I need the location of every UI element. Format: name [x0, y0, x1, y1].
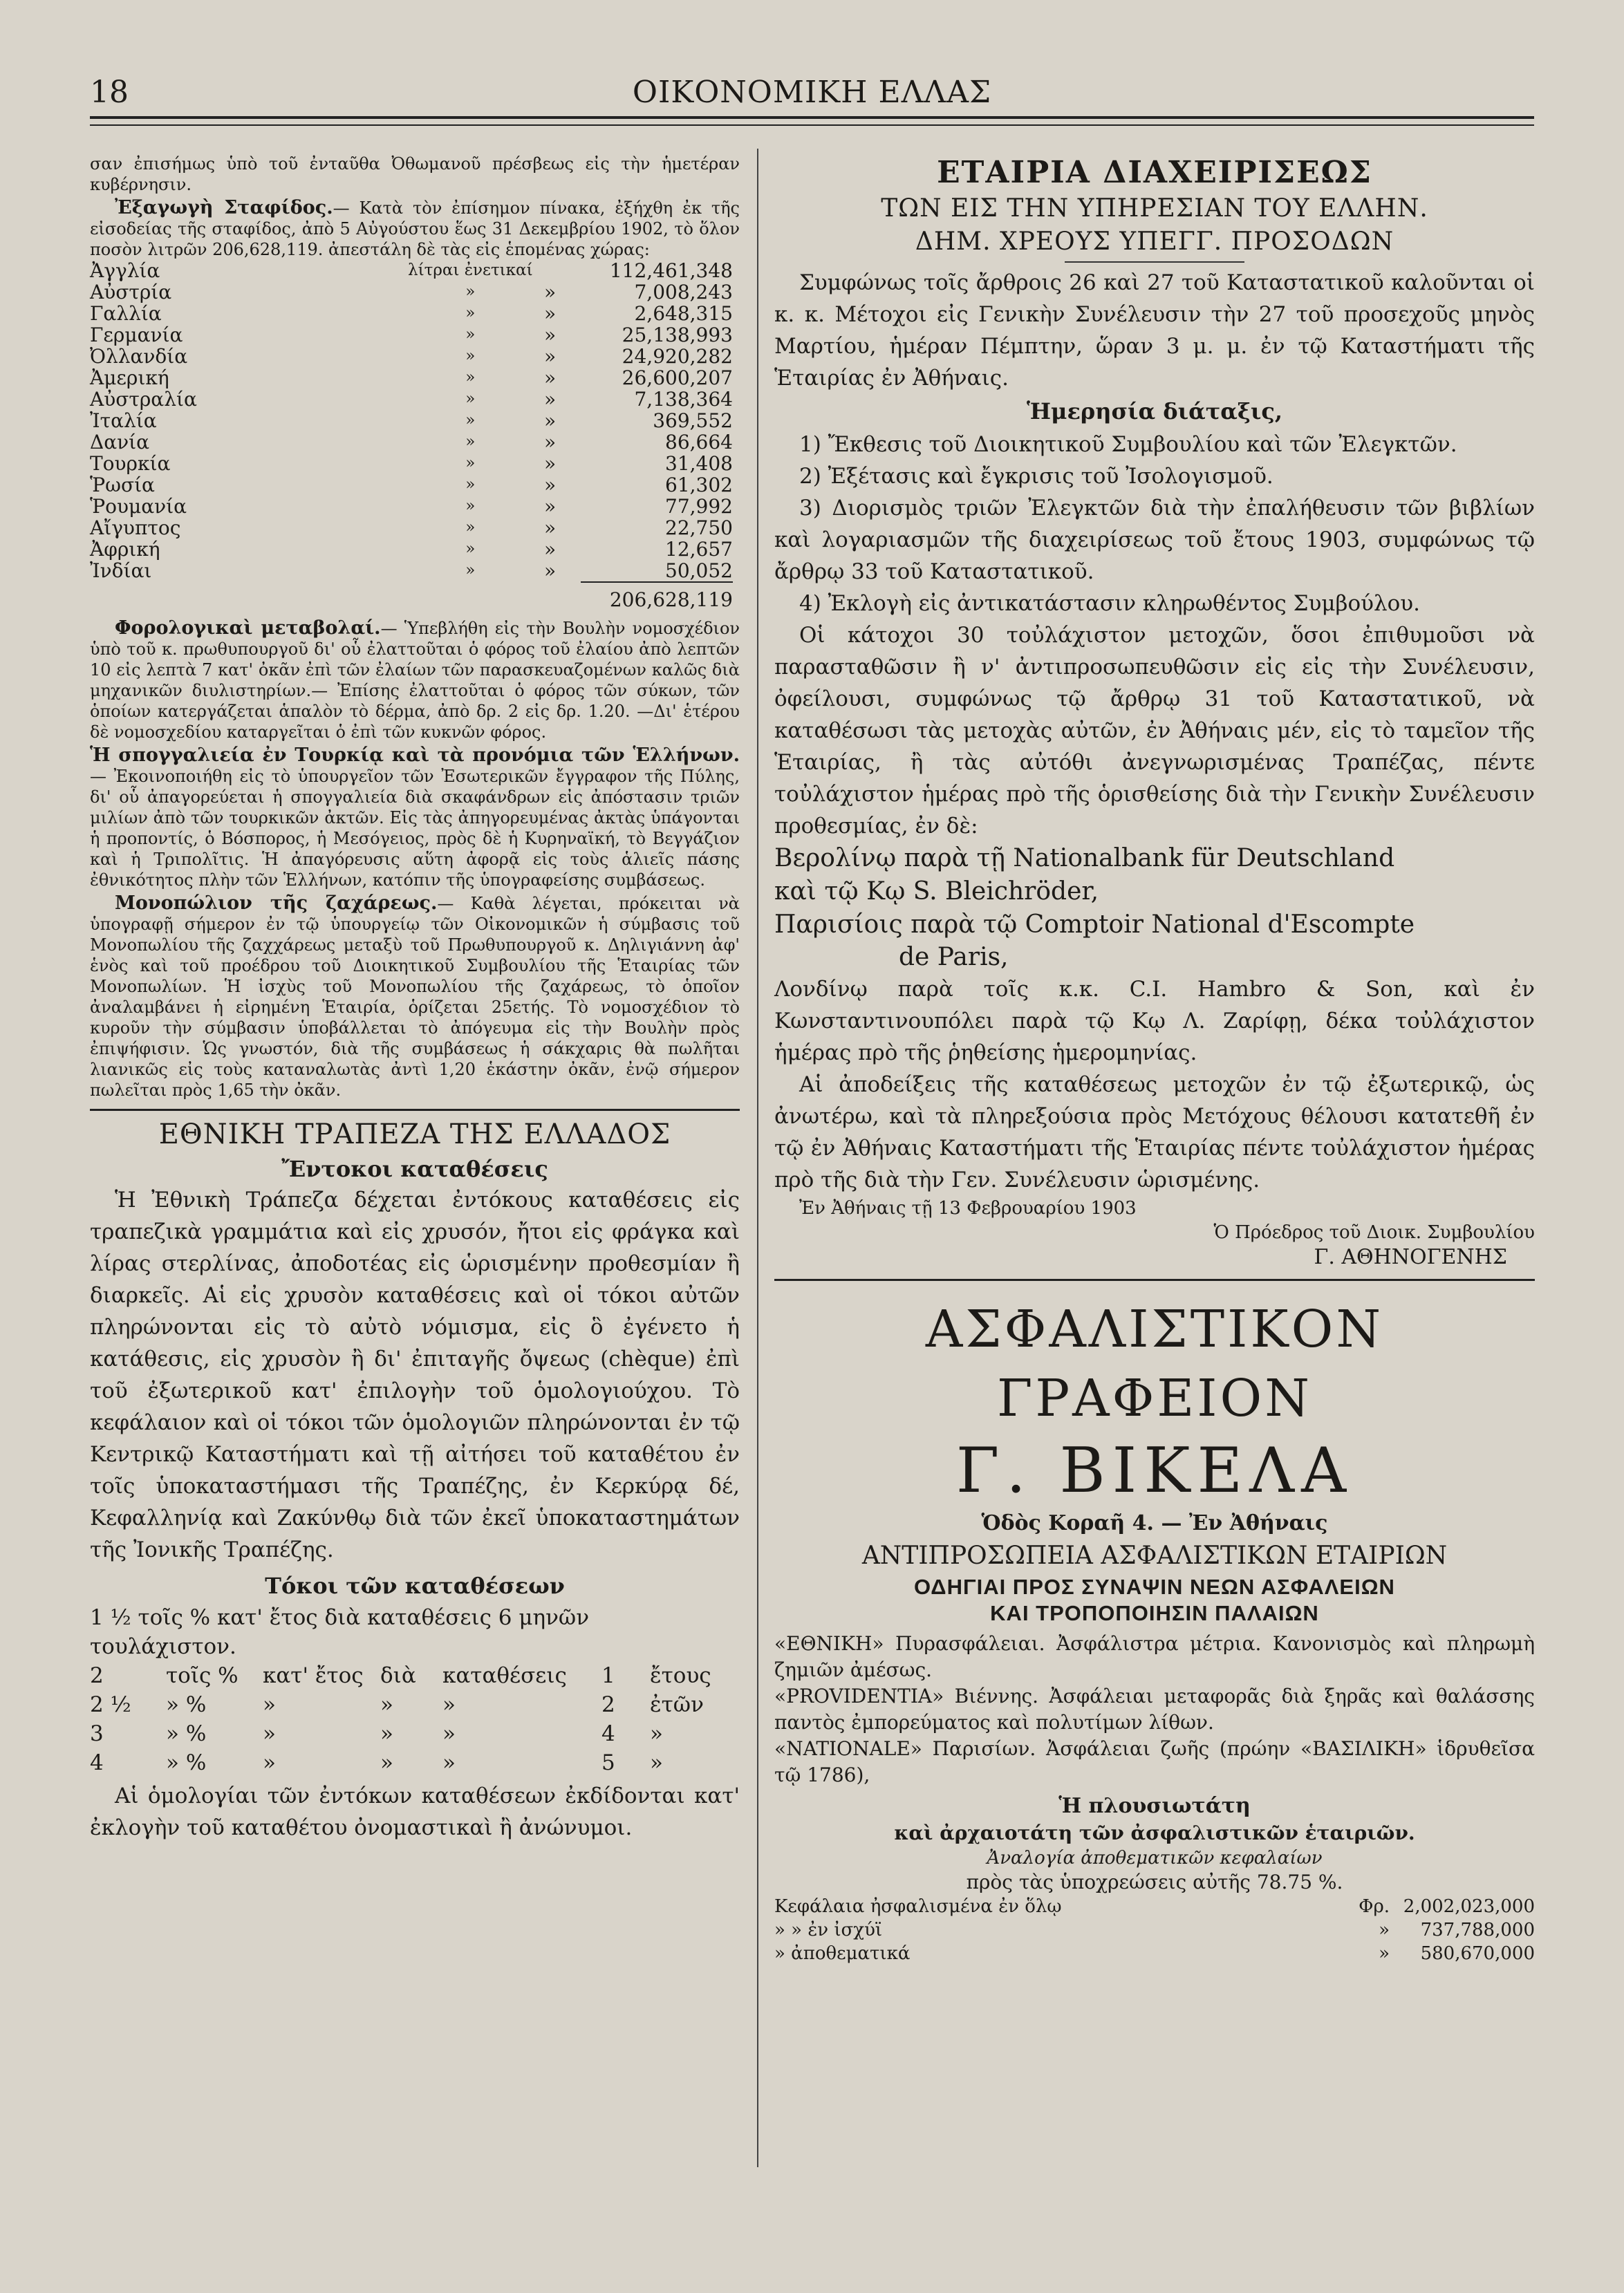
- export-ditto: »: [465, 411, 476, 429]
- section-divider: [90, 1109, 740, 1111]
- export-country: Αὐστραλία: [90, 388, 197, 411]
- capital-currency: »: [1379, 1920, 1390, 1940]
- export-value: 24,920,282: [622, 345, 733, 368]
- export-ditto: »: [544, 409, 557, 432]
- export-value: 25,138,993: [622, 324, 733, 346]
- bank-entry: de Paris,: [899, 943, 1009, 971]
- interest-cell: »: [442, 1692, 456, 1717]
- export-country: Αἴγυπτος: [90, 516, 181, 539]
- export-country: Ἀγγλία: [90, 259, 160, 282]
- agenda-item: 1) Ἔκθεσις τοῦ Διοικητικοῦ Συμβουλίου καὶ τῶν Ἐλεγκτῶν.: [799, 432, 1457, 457]
- export-country: Δανία: [90, 431, 150, 453]
- bank-list: [774, 842, 1535, 1069]
- interest-row: [90, 1661, 740, 1690]
- interest-cell: »: [442, 1721, 456, 1746]
- export-ditto: »: [544, 538, 557, 561]
- export-country: Ἰνδίαι: [90, 559, 152, 582]
- interest-cell: 2 ½: [90, 1692, 131, 1717]
- export-ditto: »: [465, 433, 476, 451]
- export-text: — Κατὰ τὸν ἐπίσημον πίνακα, ἐξήχθη ἐκ τῆς εἰσοδείας τῆς σταφίδος, ἀπὸ 5 Αὐγούστου ἕως 31 Δεκεμβρίου 1902, τὸ ὅλον ποσὸν λιτρῶν 206,628,119. ἀπεστάλη δὲ τὰς εἰς ἑπομένας χώρας:: [90, 198, 740, 259]
- agenda-list: [774, 429, 1535, 619]
- insurance-title: ΑΣΦΑΛΙΣΤΙΚΟΝ ΓΡΑΦΕΙΟΝ: [925, 1300, 1384, 1428]
- insurance-guide-2: ΚΑΙ ΤΡΟΠΟΠΟΙΗΣΙΝ ΠΑΛΑΙΩΝ: [990, 1601, 1319, 1625]
- company-title: ΕΤΑΙΡΙΑ ΔΙΑΧΕΙΡΙΣΕΩΣ: [937, 155, 1372, 190]
- company-subtitle-2: ΔΗΜ. ΧΡΕΟΥΣ ΥΠΕΓΓ. ΠΡΟΣΟΔΩΝ: [915, 227, 1394, 256]
- interest-cell: 1: [601, 1663, 615, 1688]
- export-value: 7,138,364: [634, 388, 733, 411]
- capital-value: 737,788,000: [1420, 1920, 1535, 1940]
- sugar-text: — Καθὰ λέγεται, πρόκειται νὰ ὑπογραφῇ σήμερον ἐν τῷ ὑπουργείῳ τῶν Οἰκονομικῶν ἡ σύμβασις τοῦ Μονοπωλίου τῆς ζαχχάρεως μεταξὺ τοῦ Πρωθυπουργοῦ κ. Δηλιγιάννη ἀφ' ἑνὸς καὶ τοῦ προέδρου τοῦ Διοικητικοῦ Συμβουλίου τῆς Ἑταιρίας τῶν Μονοπωλίων. Ἡ ἰσχὺς τοῦ Μονοπωλίου τῆς ζαχάρεως, τὸ ὁποῖον ἀναλαμβάνει ἡ εἰρημένη Ἑταιρία, ὁρίζεται 25ετής. Τὸ νομοσχέδιον τὸ κυροῦν τὴν σύμβασιν ὑποβάλλεται τὸ ἀπόγευμα εἰς τὴν Βουλὴν πρὸς ἐπιψήφισιν. Ὡς γνωστόν, διὰ τῆς συμβάσεως ἡ σάκχαρις θὰ πωλῆται λιανικῶς εἰς τοὺς καταναλωτὰς ἀντὶ 1,20 ἑκάστην ὀκᾶν, ἐνῷ σήμερον πωλεῖται πρὸς 1,65 τὴν ὀκᾶν.: [90, 894, 740, 1100]
- bank-subtitle: Ἔντοκοι καταθέσεις: [281, 1156, 548, 1182]
- bank-entry: Λονδίνῳ παρὰ τοῖς κ.κ. C.I. Hambro & Son, καὶ ἐν Κωνσταντινουπόλει παρὰ τῷ Κῳ Λ. Ζαρίφῃ, δέκα τοὐλάχιστον ἡμέρας πρὸ τῆς ῥηθείσης ἡμερομηνίας.: [774, 977, 1535, 1065]
- export-row: [90, 560, 740, 581]
- capital-currency: »: [1379, 1943, 1390, 1964]
- export-heading: Ἐξαγωγὴ Σταφίδος.: [115, 197, 333, 218]
- interest-cell: »: [263, 1750, 276, 1775]
- export-value: 50,052: [665, 559, 733, 582]
- export-ditto: »: [544, 516, 557, 539]
- export-ditto: »: [544, 559, 557, 582]
- interest-cell: κατ' ἔτος: [263, 1663, 364, 1688]
- capital-label: Κεφάλαια ἠσφαλισμένα ἐν ὅλῳ: [774, 1896, 1062, 1917]
- export-ditto: »: [544, 452, 557, 475]
- closing-paragraph: Αἱ ὁμολογίαι τῶν ἐντόκων καταθέσεων ἐκδίδονται κατ' ἐκλογὴν τοῦ καταθέτου ὀνομαστικαὶ ἢ ἀνώνυμοι.: [90, 1784, 740, 1840]
- interest-cell: » %: [166, 1692, 207, 1717]
- sugar-paragraph: [90, 893, 740, 1101]
- export-country: Τουρκία: [90, 452, 171, 475]
- left-column: [90, 153, 740, 1844]
- capital-value: 580,670,000: [1420, 1943, 1535, 1964]
- insurance-name: Γ. ΒΙΚΕΛΑ: [955, 1434, 1354, 1507]
- bank-entry: Παρισίοις παρὰ τῷ Comptoir National d'Escompte: [774, 910, 1415, 939]
- export-ditto: »: [465, 368, 476, 386]
- agenda-item: 2) Ἐξέτασις καὶ ἔγκρισις τοῦ Ἰσολογισμοῦ.: [799, 464, 1273, 489]
- interest-cell: διὰ: [380, 1663, 416, 1688]
- export-value: 22,750: [665, 516, 733, 539]
- export-country: Ῥουμανία: [90, 495, 187, 518]
- export-ditto: »: [465, 476, 476, 494]
- agenda-title: Ἡμερησία διάταξις,: [1027, 398, 1282, 424]
- column-divider: [757, 149, 758, 2167]
- export-row: [90, 431, 740, 453]
- insurance-guide-1: ΟΔΗΓΙΑΙ ΠΡΟΣ ΣΥΝΑΨΙΝ ΝΕΩΝ ΑΣΦΑΛΕΙΩΝ: [914, 1575, 1395, 1599]
- export-country: Ἀφρική: [90, 538, 160, 561]
- interest-cell: »: [650, 1750, 663, 1775]
- interest-cell: 3: [90, 1721, 104, 1746]
- export-ditto: »: [544, 281, 557, 303]
- agenda-item: 4) Ἐκλογὴ εἰς ἀντικατάστασιν κληρωθέντος Συμβούλου.: [799, 591, 1420, 616]
- company-subtitle-1: ΤΩΝ ΕΙΣ ΤΗΝ ΥΠΗΡΕΣΙΑΝ ΤΟΥ ΕΛΛΗΝ.: [881, 194, 1428, 223]
- export-row: [90, 453, 740, 474]
- insurance-address: Ὁδὸς Κοραῆ 4. — Ἐν Ἀθήναις: [981, 1511, 1328, 1535]
- company-intro: Συμφώνως τοῖς ἄρθροις 26 καὶ 27 τοῦ Καταστατικοῦ καλοῦνται οἱ κ. κ. Μέτοχοι εἰς Γενικὴν Συνέλευσιν τὴν 27 τοῦ προσεχοῦς μηνὸς Μαρτίου, ἡμέραν Πέμπτην, ὥραν 3 μ. μ. ἐν τῷ Καταστήματι τῆς Ἑταιρίας ἐν Ἀθήναις.: [774, 270, 1535, 391]
- header-rule-thin: [90, 124, 1534, 126]
- capital-value: 2,002,023,000: [1403, 1896, 1535, 1917]
- export-paragraph: [90, 198, 740, 260]
- export-row: [90, 496, 740, 517]
- interest-cell: καταθέσεις: [442, 1663, 567, 1688]
- receipts-paragraph: Αἱ ἀποδείξεις τῆς καταθέσεως μετοχῶν ἐν τῷ ἐξωτερικῷ, ὡς ἀνωτέρω, καὶ τὰ πληρεξούσια πρὸς Μετόχους θέλουσι κατατεθῆ ἐν τῷ ἐν Ἀθήναις Καταστήματι τῆς Ἑταιρίας πέντε τοὐλάχιστον ἡμέρας πρὸ τῆς διὰ τὴν Γεν. Συνέλευσιν ὡρισμένης.: [774, 1072, 1535, 1192]
- interest-title: Τόκοι τῶν καταθέσεων: [265, 1573, 565, 1599]
- export-row: [90, 346, 740, 367]
- insurance-representation: ΑΝΤΙΠΡΟΣΩΠΕΙΑ ΑΣΦΑΛΙΣΤΙΚΩΝ ΕΤΑΙΡΙΩΝ: [861, 1542, 1448, 1570]
- signature-name: Γ. ΑΘΗΝΟΓΕΝΗΣ: [1314, 1245, 1507, 1269]
- export-row: [90, 367, 740, 389]
- rich-line-1: Ἡ πλουσιωτάτη: [1058, 1794, 1251, 1818]
- export-value: 369,552: [653, 409, 733, 432]
- export-country: Ὀλλανδία: [90, 345, 188, 368]
- insurance-company: «PROVIDENTIA» Βιέννης. Ἀσφάλειαι μεταφορᾶς διὰ ξηρᾶς καὶ θαλάσσης παντὸς ἐμπορεύματος καὶ πολυτίμων λίθων.: [774, 1685, 1535, 1734]
- interest-cell: 2: [601, 1692, 615, 1717]
- export-value: 61,302: [665, 474, 733, 496]
- export-ditto: »: [465, 347, 476, 365]
- holders-paragraph: Οἱ κάτοχοι 30 τοὐλάχιστον μετοχῶν, ὅσοι ἐπιθυμοῦσι νὰ παρασταθῶσιν ἢ ν' ἀντιπροσωπευθῶσιν εἰς εἰς τὴν Συνέλευσιν, ὀφείλουσι, συμφώνως τῷ ἄρθρῳ 31 τοῦ Καταστατικοῦ, νὰ καταθέσωσι τὰς μετοχὰς αὐτῶν, ἐν Ἀθήναις μέν, εἰς τὸ ταμεῖον τῆς Ἑταιρίας, ἢ τὰς αὐτόθι ἀνεγνωρισμένας Τραπέζας, πέντε τοὐλάχιστον ἡμέρας πρὸ τῆς ὁρισθείσης διὰ τὴν Γενικὴν Συνέλευσιν προθεσμίας, ἐν δὲ:: [774, 623, 1535, 839]
- export-ditto: »: [465, 454, 476, 472]
- tax-paragraph: [90, 618, 740, 742]
- export-ditto: »: [544, 431, 557, 453]
- interest-cell: »: [263, 1721, 276, 1746]
- insurance-company: «NATIONALE» Παρισίων. Ἀσφάλειαι ζωῆς (πρώην «ΒΑΣΙΛΙΚΗ» ἱδρυθεῖσα τῷ 1786),: [774, 1737, 1535, 1786]
- export-ditto: »: [544, 302, 557, 325]
- export-ditto: »: [465, 518, 476, 536]
- interest-cell: 2: [90, 1663, 104, 1688]
- interest-cell: ἐτῶν: [650, 1692, 704, 1717]
- interest-cell: » %: [166, 1721, 207, 1746]
- interest-cell: 4: [90, 1750, 104, 1775]
- page-number: 18: [90, 75, 129, 110]
- export-row: [90, 281, 740, 303]
- sugar-heading: Μονοπώλιον τῆς ζαχάρεως.: [115, 892, 438, 914]
- export-country: Ῥωσία: [90, 474, 155, 496]
- publication-title: ΟΙΚΟΝΟΜΙΚΗ ΕΛΛΑΣ: [632, 75, 992, 110]
- export-row: [90, 410, 740, 431]
- export-ditto: »: [544, 324, 557, 346]
- export-value: 77,992: [665, 495, 733, 518]
- bank-paragraph: Ἡ Ἐθνικὴ Τράπεζα δέχεται ἐντόκους καταθέσεις εἰς τραπεζικὰ γραμμάτια καὶ εἰς χρυσόν, ἤτοι εἰς φράγκα καὶ λίρας στερλίνας, ἀποδοτέας εἰς ὡρισμένην προθεσμίαν ἢ διαρκεῖς. Αἱ εἰς χρυσὸν καταθέσεις καὶ οἱ τόκοι αὐτῶν πληρώνονται εἰς τὸ αὐτὸ νόμισμα, εἰς ὃ ἐγένετο ἡ κατάθεσις, εἰς χρυσὸν ἢ δι' ἐπιταγῆς ὄψεως (chèque) ἐπὶ τοῦ ἐξωτερικοῦ κατ' ἐπιλογὴν τοῦ ὁμολογιούχου. Τὸ κεφάλαιον καὶ οἱ τόκοι τῶν ὁμολογιῶν πληρώνονται ἐν τῷ Κεντρικῷ Καταστήματι καὶ τῇ αἰτήσει τοῦ καταθέτου ἐν τοῖς ὑποκαταστήμασι τῆς Τραπέζης, ἐν Κερκύρᾳ δέ, Κεφαλληνίᾳ καὶ Ζακύνθῳ διὰ τῶν ἐκεῖ ὑποκαταστημάτων τῆς Ἰονικῆς Τραπέζης.: [90, 1188, 740, 1562]
- agenda-item: 3) Διορισμὸς τριῶν Ἐλεγκτῶν διὰ τὴν ἐπαλήθευσιν τῶν βιβλίων καὶ λογαριασμῶν τῆς διαχειρίσεως τοῦ ἔτους 1903, συμφώνως τῷ ἄρθρῳ 33 τοῦ Καταστατικοῦ.: [774, 496, 1535, 584]
- export-ditto: »: [465, 304, 476, 322]
- export-value: 86,664: [665, 431, 733, 453]
- interest-cell: »: [380, 1692, 393, 1717]
- insurance-company: «ΕΘΝΙΚΗ» Πυρασφάλειαι. Ἀσφάλιστρα μέτρια. Κανονισμὸς καὶ πληρωμὴ ζημιῶν ἀμέσως.: [774, 1632, 1535, 1681]
- export-country: Γαλλία: [90, 302, 162, 325]
- interest-cell: » %: [166, 1750, 207, 1775]
- export-country: Ἀμερική: [90, 366, 169, 389]
- interest-first-row: 1 ½ τοῖς % κατ' ἔτος διὰ καταθέσεις 6 μηνῶν τουλάχιστον.: [90, 1605, 590, 1659]
- exports-table: [90, 260, 740, 581]
- export-row: [90, 324, 740, 346]
- sponge-text: — Ἐκοινοποιήθη εἰς τὸ ὑπουργεῖον τῶν Ἐσωτερικῶν ἔγγραφον τῆς Πύλης, δι' οὗ ἀπαγορεύεται ἡ σπογγαλιεία διὰ σκαφάνδρων εἰς ἀπόστασιν τριῶν μιλίων ἀπὸ τῶν τουρκικῶν ἀκτῶν. Εἰς τὰς ἀπηγορευμένας ἀκτὰς ὑπάγονται ἡ προποντίς, ὁ Βόσπορος, ἡ Μεσόγειος, πρὸς δὲ ἡ Κυρηναϊκή, τὸ Βεγγάζιον καὶ ἡ Τριπολῖτις. Ἡ ἀπαγόρευσις αὕτη ἀφορᾷ εἰς τοὺς ἁλιεῖς πάσης ἐθνικότητος πλὴν τῶν Ἑλλήνων, κατόπιν τῆς ὑπογραφείσης συμβάσεως.: [90, 767, 740, 890]
- header-rule: [90, 116, 1534, 119]
- export-ditto: »: [544, 474, 557, 496]
- export-row: [90, 517, 740, 539]
- interest-cell: 5: [601, 1750, 615, 1775]
- export-ditto: »: [465, 561, 476, 579]
- interest-cell: »: [263, 1692, 276, 1717]
- rich-line-3: Ἀναλογία ἀποθεματικῶν κεφαλαίων: [987, 1848, 1323, 1869]
- export-country: Ἰταλία: [90, 409, 157, 432]
- export-row: [90, 539, 740, 560]
- page-header: [0, 66, 1624, 122]
- export-value: 26,600,207: [622, 366, 733, 389]
- capital-label: » ἀποθεματικά: [774, 1943, 911, 1964]
- export-row: [90, 303, 740, 324]
- interest-table: [90, 1661, 740, 1777]
- right-column: [774, 153, 1535, 1965]
- export-value: 112,461,348: [609, 259, 733, 282]
- interest-cell: »: [380, 1750, 393, 1775]
- bank-entry: καὶ τῷ Κῳ S. Bleichröder,: [774, 877, 1099, 906]
- export-value: 7,008,243: [634, 281, 733, 303]
- export-ditto: »: [544, 366, 557, 389]
- export-ditto: »: [465, 497, 476, 515]
- tax-text: — Ὑπεβλήθη εἰς τὴν Βουλὴν νομοσχέδιον ὑπὸ τοῦ κ. πρωθυπουργοῦ δι' οὗ ἐλαττοῦται ὁ φόρος τοῦ ἐλαίου ἀπὸ λεπτῶν 10 εἰς λεπτὰ 7 κατ' ὀκᾶν ἐπὶ τῶν ἐλαίων τῶν παρασκευαζομένων καλῶς διὰ μηχανικῶν διυλιστηρίων.— Ἐπίσης ἐλαττοῦται ὁ φόρος τῶν σύκων, τῶν ὁποίων κατεργάζεται ἁπαλὸν τὸ δέρμα, ἀπὸ δρ. 2 εἰς δρ. 1.20. —Δι' ἑτέρου δὲ νομοσχεδίου καταργεῖται ὁ ἐπὶ τῶν κυκνῶν φόρος.: [90, 619, 740, 742]
- interest-row: [90, 1748, 740, 1777]
- capital-row: [774, 1942, 1535, 1965]
- export-ditto: »: [465, 326, 476, 344]
- notice-date: Ἐν Ἀθήναις τῇ 13 Φεβρουαρίου 1903: [799, 1198, 1137, 1219]
- interest-row: [90, 1719, 740, 1748]
- export-ditto: »: [465, 390, 476, 408]
- export-ditto: »: [465, 540, 476, 558]
- export-row: [90, 389, 740, 410]
- interest-cell: τοῖς %: [166, 1663, 239, 1688]
- signature-role: Ὁ Πρόεδρος τοῦ Διοικ. Συμβουλίου: [1213, 1222, 1535, 1243]
- bank-title: ΕΘΝΙΚΗ ΤΡΑΠΕΖΑ ΤΗΣ ΕΛΛΑΔΟΣ: [158, 1119, 671, 1150]
- interest-cell: »: [442, 1750, 456, 1775]
- interest-cell: ἔτους: [650, 1663, 711, 1688]
- bank-entry: Βερολίνῳ παρὰ τῇ Nationalbank für Deutschland: [774, 844, 1395, 872]
- exports-total: 206,628,119: [609, 588, 733, 611]
- insurance-companies: [774, 1631, 1535, 1788]
- export-country: Αὐστρία: [90, 281, 172, 303]
- interest-cell: »: [380, 1721, 393, 1746]
- rich-line-4: πρὸς τὰς ὑποχρεώσεις αὐτῆς 78.75 %.: [966, 1871, 1343, 1893]
- export-value: 12,657: [665, 538, 733, 561]
- export-value: 31,408: [665, 452, 733, 475]
- sponge-paragraph: [90, 745, 740, 890]
- intro-paragraph: σαν ἐπισήμως ὑπὸ τοῦ ἐνταῦθα Ὀθωμανοῦ πρέσβεως εἰς τὴν ἡμετέραν κυβέρνησιν.: [90, 154, 740, 194]
- capital-label: » » ἐν ἰσχύϊ: [774, 1920, 883, 1940]
- rich-line-2: καὶ ἀρχαιοτάτη τῶν ἀσφαλιστικῶν ἑταιριῶν.: [894, 1822, 1415, 1844]
- title-rule: [1065, 261, 1244, 263]
- export-ditto: »: [544, 345, 557, 368]
- export-country: Γερμανία: [90, 324, 183, 346]
- export-ditto: »: [544, 495, 557, 518]
- interest-cell: »: [650, 1721, 663, 1746]
- export-ditto: »: [544, 388, 557, 411]
- sponge-heading: Ἡ σπογγαλιεία ἐν Τουρκίᾳ καὶ τὰ προνόμια τῶν Ἑλλήνων.: [90, 745, 740, 766]
- export-ditto: »: [465, 283, 476, 301]
- interest-row: [90, 1690, 740, 1719]
- capital-row: [774, 1895, 1535, 1918]
- capital-currency: Φρ.: [1359, 1896, 1390, 1917]
- export-value: 2,648,315: [634, 302, 733, 325]
- export-unit: λίτραι ἐνετικαί: [408, 261, 533, 279]
- capital-row: [774, 1918, 1535, 1942]
- interest-cell: 4: [601, 1721, 615, 1746]
- tax-heading: Φορολογικαὶ μεταβολαί.: [115, 617, 381, 639]
- export-row: [90, 260, 740, 281]
- export-row: [90, 474, 740, 496]
- capital-table: [774, 1895, 1535, 1965]
- section-divider-right: [774, 1279, 1535, 1281]
